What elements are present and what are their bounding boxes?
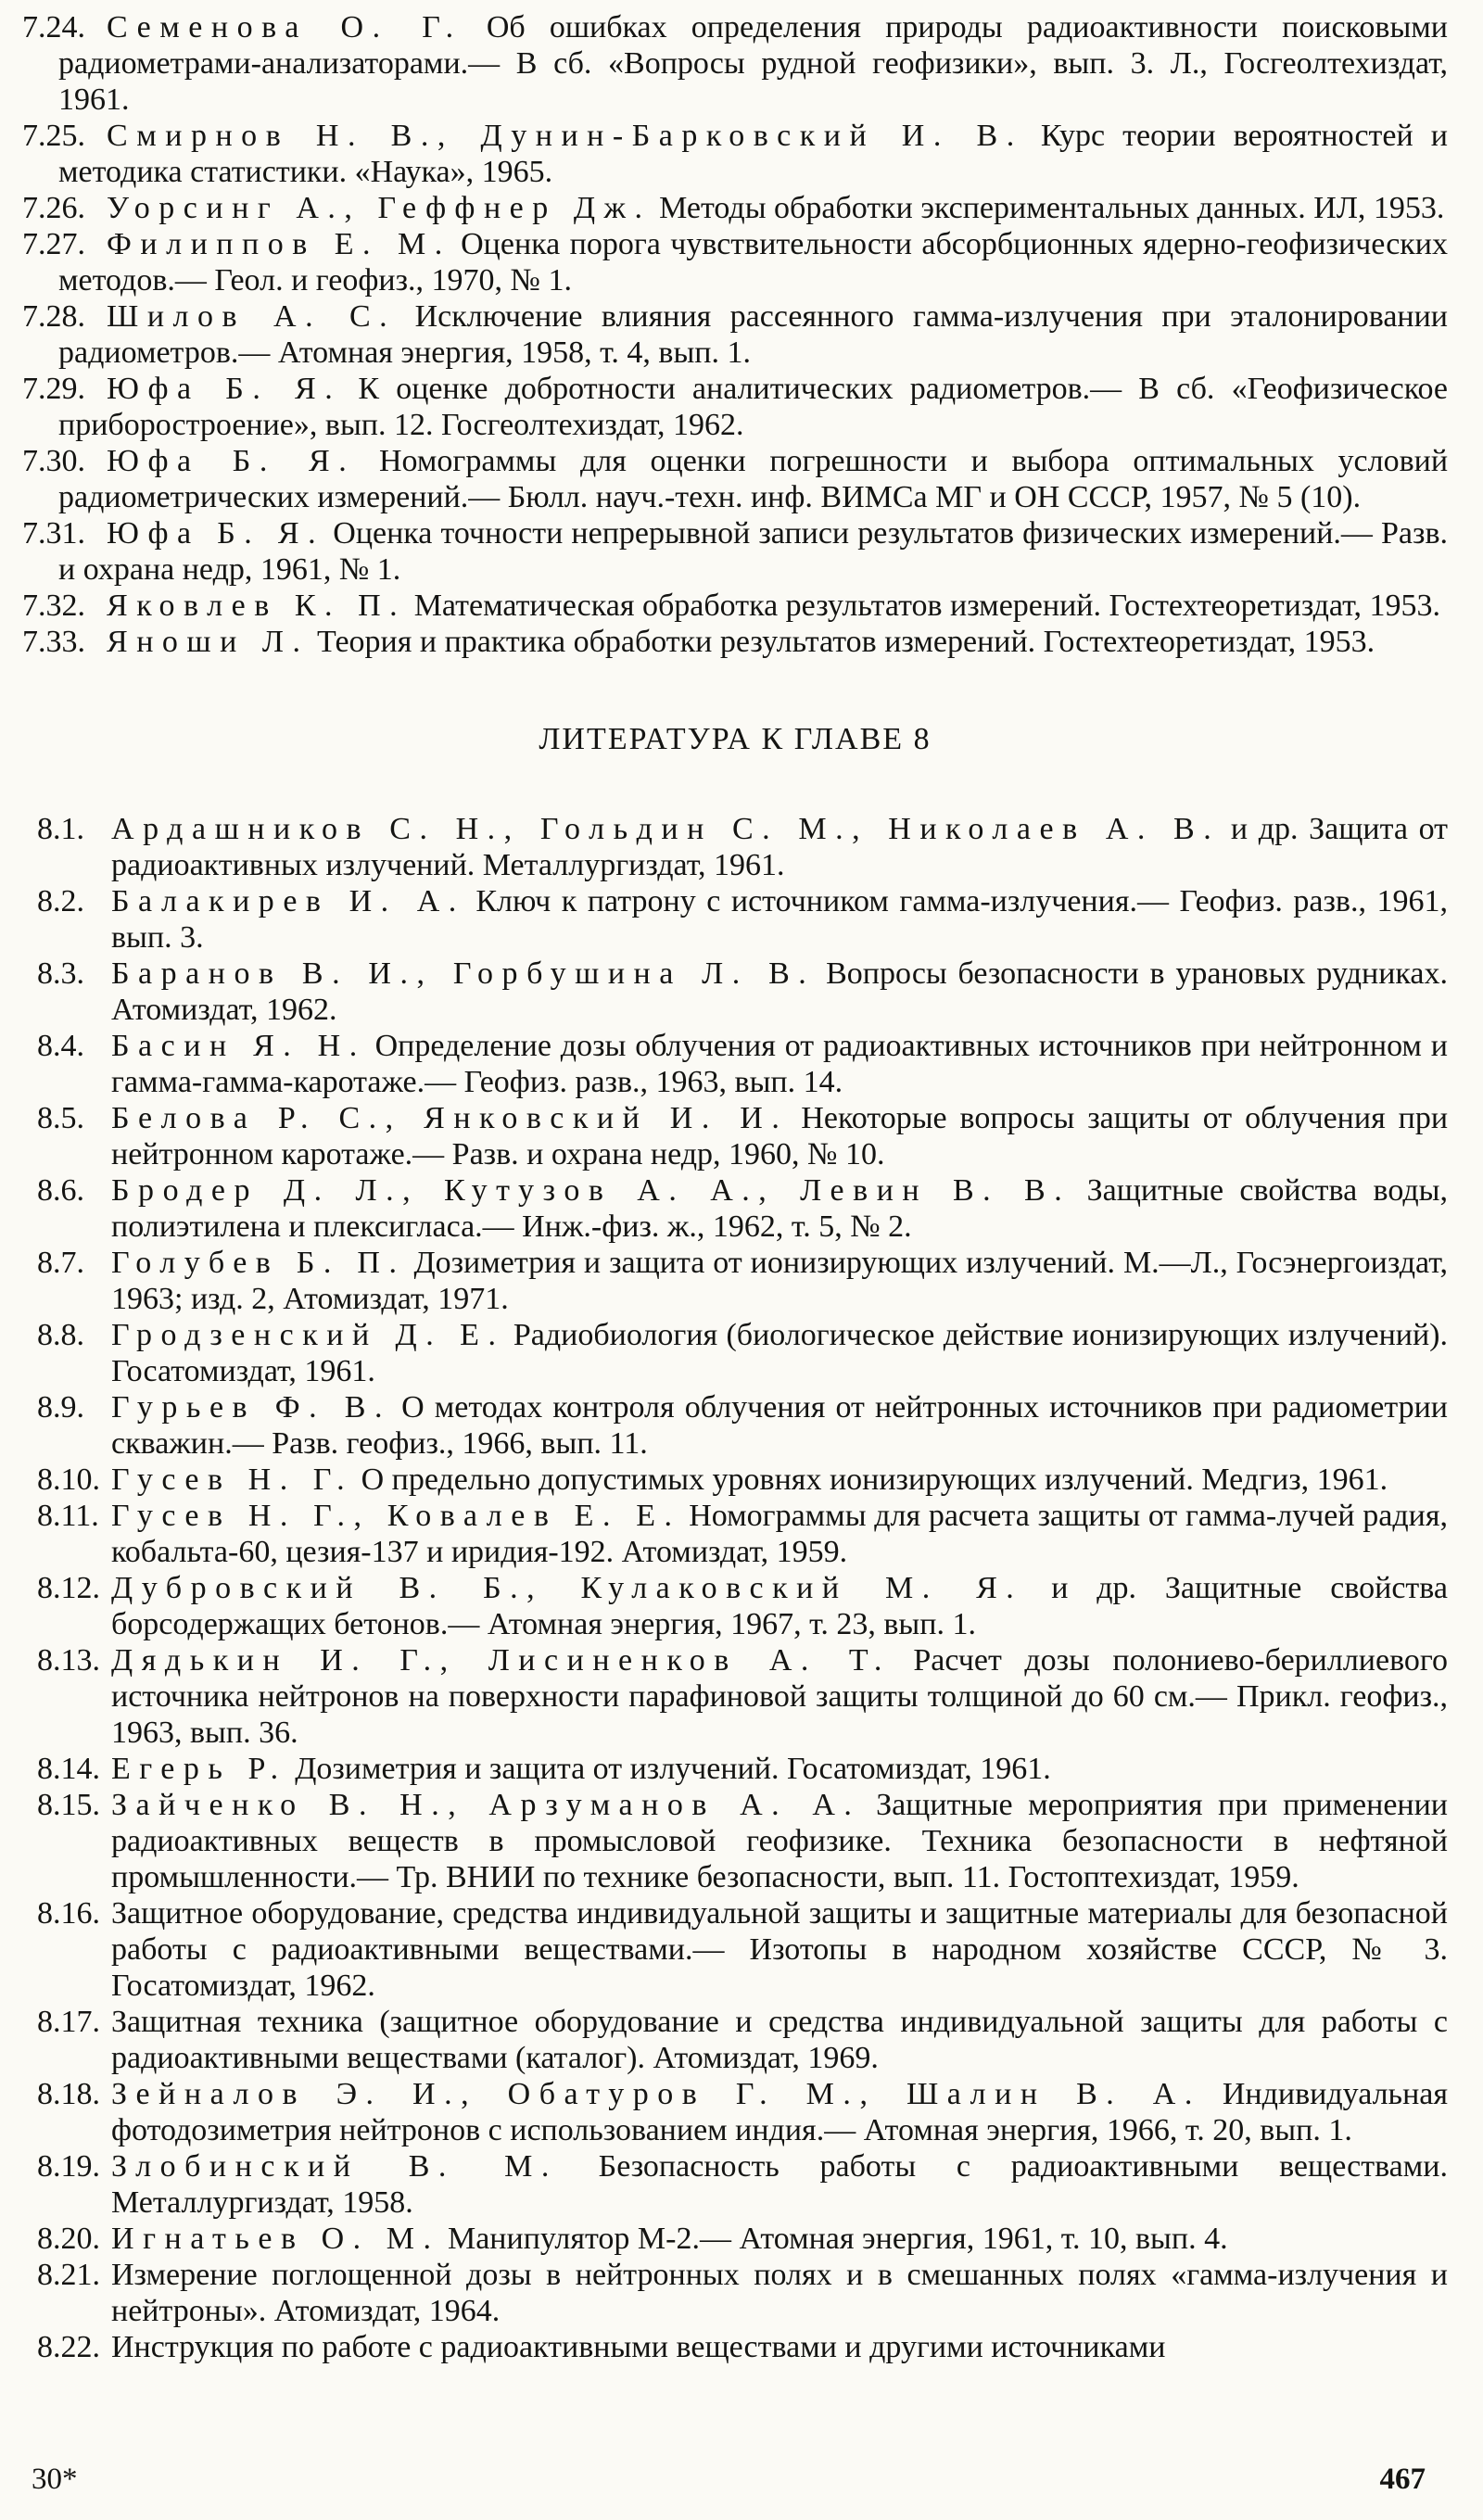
entry-number: 8.8. (37, 1318, 84, 1352)
entry-authors: Смирнов Н. В., Дунин-Барковский И. В. (107, 119, 1023, 153)
entry-text: Номограммы для расчета защиты от гамма-лучей радия, кобальта-60, цезия-137 и иридия-192. Атомиздат, 1959. (111, 1499, 1448, 1569)
entry-authors: Дубровский В. Б., Кулаковский М. Я. (111, 1571, 1023, 1605)
entry-text: Расчет дозы полониево-бериллиевого источника нейтронов на поверхности парафиновой защиты толщиной до 60 см.— Прикл. геофиз., 1963, вып. 36. (111, 1643, 1449, 1750)
entry-text: Защитное оборудование, средства индивидуальной защиты и защитные материалы для безопасной работы с радиоактивными веществами.— Изотопы в народном хозяйстве СССР, № 3. Госатомиздат, 1962. (111, 1896, 1448, 2003)
reference-entry (22, 1317, 1448, 1389)
entry-authors: Юфа Б. Я. (107, 444, 356, 478)
entry-number: 7.30. (22, 444, 85, 478)
entry-text: Защитные мероприятия при применении радиоактивных веществ в промысловой геофизике. Техника безопасности в нефтяной промышленности.— Тр. ВНИИ по технике безопасности, вып. 11. Гостоптехиздат, 1959. (111, 1788, 1449, 1894)
reference-entry (22, 226, 1448, 298)
entry-authors: Филиппов Е. М. (107, 227, 451, 261)
entry-number: 8.15. (37, 1788, 100, 1822)
entry-authors: Белова Р. С., Янковский И. И. (111, 1101, 789, 1135)
chapter-8-heading: ЛИТЕРАТУРА К ГЛАВЕ 8 (539, 722, 932, 756)
entry-authors: Шилов А. С. (107, 299, 397, 334)
entry-number: 8.4. (37, 1029, 84, 1063)
reference-entry (22, 2329, 1448, 2365)
signature-mark: 30* (32, 2463, 78, 2496)
entry-text: и др. Защитные свойства борсодержащих бетонов.— Атомная энергия, 1967, т. 23, вып. 1. (111, 1571, 1448, 1641)
entry-authors: Злобинский В. М. (111, 2149, 558, 2184)
entry-text: Об ошибках определения природы радиоактивности поисковыми радиометрами-анализаторами.— В сб. «Вопросы рудной геофизики», вып. 3. Л., Госгеолтехиздат, 1961. (58, 10, 1448, 117)
entry-text: Измерение поглощенной дозы в нейтронных полях и в смешанных полях «гамма-излучения и нейтроны». Атомиздат, 1964. (111, 2258, 1448, 2328)
entry-text: Манипулятор М-2.— Атомная энергия, 1961, т. 10, вып. 4. (447, 2222, 1228, 2256)
entry-number: 8.5. (37, 1101, 84, 1135)
reference-entry (22, 2221, 1448, 2257)
entry-text: Некоторые вопросы защиты от облучения при нейтронном каротаже.— Разв. и охрана недр, 1960, № 10. (111, 1101, 1449, 1171)
reference-entry (22, 811, 1448, 883)
entry-text: Дозиметрия и защита от излучений. Госатомиздат, 1961. (295, 1752, 1051, 1786)
entry-authors: Игнатьев О. М. (111, 2222, 440, 2256)
reference-entry (22, 1751, 1448, 1787)
entry-number: 8.3. (37, 956, 84, 991)
entry-authors: Яноши Л. (107, 625, 310, 659)
entry-text: и др. Защита от радиоактивных излучений. Металлургиздат, 1961. (111, 812, 1448, 882)
entry-text: Вопросы безопасности в урановых рудниках. Атомиздат, 1962. (111, 956, 1449, 1027)
reference-entry (22, 588, 1448, 624)
entry-number: 8.19. (37, 2149, 100, 2184)
entry-authors: Балакирев И. А. (111, 884, 465, 918)
page-number: 467 (1379, 2463, 1426, 2496)
entry-authors: Гурьев Ф. В. (111, 1390, 391, 1425)
reference-entry (22, 515, 1448, 588)
entry-number: 8.13. (37, 1643, 100, 1678)
entry-number: 8.10. (37, 1463, 100, 1497)
reference-entry (22, 1100, 1448, 1172)
entry-number: 8.20. (37, 2222, 100, 2256)
entry-authors: Уорсинг А., Геффнер Дж. (107, 191, 652, 225)
entry-number: 7.29. (22, 372, 85, 406)
reference-entry (22, 2076, 1448, 2148)
entry-authors: Егерь Р. (111, 1752, 287, 1786)
reference-entry (22, 2148, 1448, 2221)
entry-text: Безопасность работы с радиоактивными веществами. Металлургиздат, 1958. (111, 2149, 1448, 2220)
reference-entry (22, 1172, 1448, 1245)
entry-authors: Баранов В. И., Горбушина Л. В. (111, 956, 816, 991)
reference-entry (22, 1245, 1448, 1317)
entry-text: Индивидуальная фотодозиметрия нейтронов с использованием индия.— Атомная энергия, 1966, т. 20, вып. 1. (111, 2077, 1448, 2147)
entry-text: Математическая обработка результатов измерений. Гостехтеоретиздат, 1953. (413, 589, 1440, 623)
entry-number: 8.18. (37, 2077, 100, 2111)
entry-number: 7.27. (22, 227, 85, 261)
reference-entry (22, 956, 1448, 1028)
reference-entry (22, 9, 1448, 118)
entry-authors: Голубев Б. П. (111, 1246, 406, 1280)
reference-entry (22, 118, 1448, 190)
reference-entry (22, 1462, 1448, 1498)
entry-authors: Юфа Б. Я. (107, 516, 325, 551)
entry-text: Методы обработки экспериментальных данных. ИЛ, 1953. (659, 191, 1445, 225)
entry-authors: Бродер Д. Л., Кутузов А. А., Левин В. В. (111, 1173, 1071, 1208)
entry-text: Ключ к патрону с источником гамма-излучения.— Геофиз. разв., 1961, вып. 3. (111, 884, 1448, 955)
entry-text: Номограммы для оценки погрешности и выбора оптимальных условий радиометрических измерений.— Бюлл. науч.-техн. инф. ВИМСа МГ и ОН СССР, 1957, № 5 (10). (58, 444, 1449, 514)
entry-authors: Дядькин И. Г., Лисиненков А. Т. (111, 1643, 891, 1678)
reference-entry (22, 1642, 1448, 1751)
reference-entry (22, 1570, 1448, 1642)
entry-text: Определение дозы облучения от радиоактивных источников при нейтронном и гамма-гамма-каротаже.— Геофиз. разв., 1963, вып. 14. (111, 1029, 1448, 1099)
reference-entry (22, 443, 1448, 515)
reference-entry (22, 2004, 1448, 2076)
entry-number: 8.9. (37, 1390, 84, 1425)
entry-text: Защитная техника (защитное оборудование и средства индивидуальной защиты для работы с радиоактивными веществами (каталог). Атомиздат, 1969. (111, 2005, 1448, 2075)
entry-text: Теория и практика обработки результатов измерений. Гостехтеоретиздат, 1953. (316, 625, 1375, 659)
entry-number: 8.22. (37, 2330, 100, 2364)
entry-number: 8.17. (37, 2005, 100, 2039)
entry-text: О предельно допустимых уровнях ионизирующих излучений. Медгиз, 1961. (361, 1463, 1388, 1497)
entry-authors: Зайченко В. Н., Арзуманов А. А. (111, 1788, 861, 1822)
entry-authors: Гродзенский Д. Е. (111, 1318, 505, 1352)
entry-number: 8.6. (37, 1173, 84, 1208)
entry-authors: Юфа Б. Я. (107, 372, 342, 406)
entry-text: Радиобиология (биологическое действие ионизирующих излучений). Госатомиздат, 1961. (111, 1318, 1449, 1388)
entry-text: К оценке добротности аналитических радиометров.— В сб. «Геофизическое приборостроение», вып. 12. Госгеолтехиздат, 1962. (58, 372, 1448, 442)
entry-number: 7.25. (22, 119, 85, 153)
entry-number: 7.32. (22, 589, 85, 623)
entry-text: Защитные свойства воды, полиэтилена и плексигласа.— Инж.-физ. ж., 1962, т. 5, № 2. (111, 1173, 1448, 1244)
reference-entry (22, 624, 1448, 660)
entry-number: 7.33. (22, 625, 85, 659)
entry-text: Оценка точности непрерывной записи результатов физических измерений.— Разв. и охрана недр, 1961, № 1. (58, 516, 1448, 587)
entry-number: 8.11. (37, 1499, 99, 1533)
entry-number: 7.24. (22, 10, 85, 44)
entry-number: 8.2. (37, 884, 84, 918)
reference-entry (22, 1787, 1448, 1895)
entry-authors: Зейналов Э. И., Обатуров Г. М., Шалин В. А. (111, 2077, 1201, 2111)
entry-authors: Гусев Н. Г. (111, 1463, 354, 1497)
entry-number: 8.7. (37, 1246, 84, 1280)
entry-text: Инструкция по работе с радиоактивными веществами и другими источниками (111, 2330, 1166, 2364)
reference-entry (22, 298, 1448, 371)
entry-number: 8.14. (37, 1752, 100, 1786)
entry-authors: Яковлев К. П. (107, 589, 407, 623)
entry-authors: Басин Я. Н. (111, 1029, 366, 1063)
references-chapter-7 (22, 9, 1448, 660)
reference-entry (22, 371, 1448, 443)
entry-number: 7.31. (22, 516, 85, 551)
reference-entry (22, 1389, 1448, 1462)
reference-entry (22, 2257, 1448, 2329)
entry-text: Оценка порога чувствительности абсорбционных ядерно-геофизических методов.— Геол. и геофиз., 1970, № 1. (58, 227, 1448, 298)
entry-number: 7.26. (22, 191, 85, 225)
references-chapter-8 (22, 811, 1448, 2365)
entry-text: О методах контроля облучения от нейтронных источников при радиометрии скважин.— Разв. геофиз., 1966, вып. 11. (111, 1390, 1449, 1461)
entry-number: 8.12. (37, 1571, 100, 1605)
entry-authors: Гусев Н. Г., Ковалев Е. Е. (111, 1499, 681, 1533)
entry-text: Курс теории вероятностей и методика статистики. «Наука», 1965. (58, 119, 1449, 189)
entry-number: 8.1. (37, 812, 84, 846)
reference-entry (22, 1498, 1448, 1570)
entry-number: 7.28. (22, 299, 85, 334)
entry-text: Дозиметрия и защита от ионизирующих излучений. М.—Л., Госэнергоиздат, 1963; изд. 2, Атомиздат, 1971. (111, 1246, 1449, 1316)
reference-entry (22, 190, 1448, 226)
entry-number: 8.16. (37, 1896, 100, 1931)
entry-authors: Семенова О. Г. (107, 10, 463, 44)
entry-number: 8.21. (37, 2258, 100, 2292)
reference-entry (22, 883, 1448, 956)
reference-entry (22, 1028, 1448, 1100)
entry-authors: Ардашников С. Н., Гольдин С. М., Николаев А. В. (111, 812, 1221, 846)
page-footer (32, 2462, 1426, 2498)
reference-entry (22, 1895, 1448, 2004)
entry-text: Исключение влияния рассеянного гамма-излучения при эталонировании радиометров.— Атомная энергия, 1958, т. 4, вып. 1. (58, 299, 1448, 370)
